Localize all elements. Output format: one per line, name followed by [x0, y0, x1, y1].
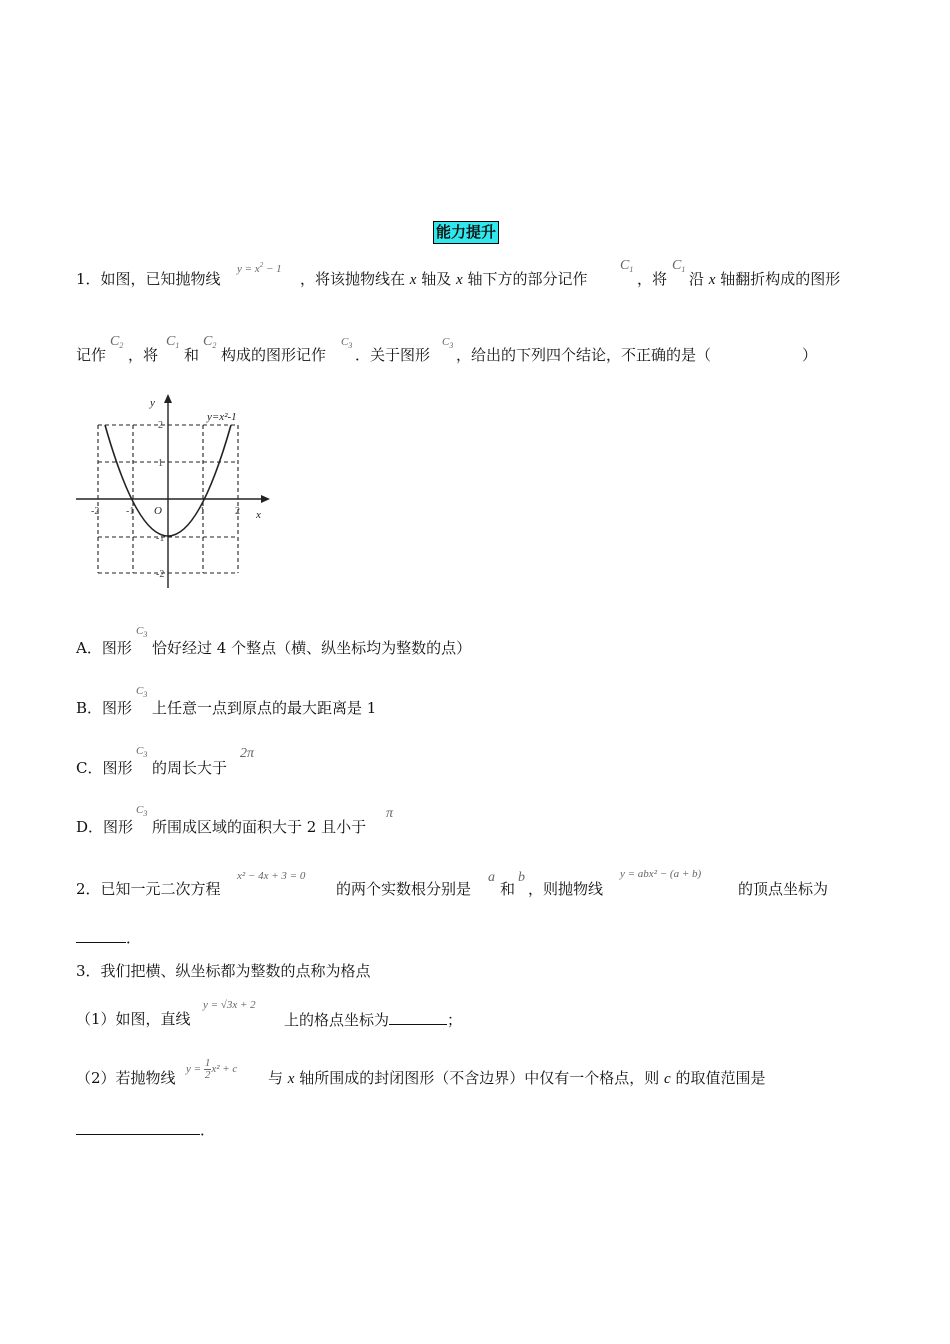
- q2-b: b: [518, 870, 525, 885]
- option-c-text: 的周长大于: [152, 759, 228, 777]
- tick-x-neg1: -1: [126, 506, 135, 517]
- q1-line1d: 沿 x 轴翻折构成的图形: [689, 270, 841, 288]
- option-d: D．图形: [76, 818, 134, 836]
- option-c-math: 2π: [240, 746, 255, 761]
- option-d-math: π: [386, 806, 394, 821]
- q1-c1-b: $C_1$: [672, 258, 686, 274]
- q1-line2f: ，给出的下列四个结论，不正确的是（: [456, 346, 712, 364]
- tick-x-2: 2: [235, 506, 240, 517]
- option-b: B．图形: [76, 699, 133, 717]
- tick-y-neg1: -1: [156, 533, 165, 544]
- q3-part2-blank[interactable]: [76, 1120, 200, 1135]
- q2-line1d: 的顶点坐标为: [738, 880, 829, 898]
- q1-c1-a: $C_1$: [620, 258, 634, 274]
- option-b-c3: $C_3$: [136, 685, 148, 699]
- q2-line1: 2．已知一元二次方程: [76, 880, 221, 898]
- q1-line1b: ，将该抛物线在 x 轴及 x 轴下方的部分记作: [300, 270, 588, 288]
- q1-line2e: ．关于图形: [355, 346, 431, 364]
- option-c-c3: $C_3$: [136, 745, 148, 759]
- tick-y-neg2: -2: [156, 569, 165, 580]
- q2-equation2: y = abx² − (a + b): [620, 868, 702, 880]
- q3-part2: （2）若抛物线: [76, 1069, 176, 1087]
- q1-c3-b: $C_3$: [442, 336, 454, 350]
- option-d-c3: $C_3$: [136, 804, 148, 818]
- q1-line2d: 构成的图形记作: [221, 346, 327, 364]
- q3-line1: 3．我们把横、纵坐标都为整数的点称为格点: [76, 962, 371, 980]
- q2-line1b: 的两个实数根分别是: [336, 880, 472, 898]
- option-b-text: 上任意一点到原点的最大距离是 1: [152, 699, 377, 717]
- q3-part2-post: 与 x 轴所围成的封闭图形（不含边界）中仅有一个格点，则 c 的取值范围是: [268, 1069, 766, 1087]
- q2-equation: x² − 4x + 3 = 0: [237, 870, 306, 882]
- q1-c3-a: $C_3$: [341, 336, 353, 350]
- origin-label: O: [154, 505, 162, 517]
- q1-line2a: 记作: [76, 346, 107, 364]
- q3-part2-eq: y = $\frac{1}{2}$ x² + c: [186, 1057, 238, 1081]
- q1-c2-a: $C_2$: [110, 334, 124, 350]
- q2-line2: ．: [76, 928, 141, 947]
- q3-part2-line2: ．: [76, 1120, 215, 1139]
- q1-c1-c: $C_1$: [166, 334, 180, 350]
- option-a-c3: $C_3$: [136, 625, 148, 639]
- q2-line1c: ，则抛物线: [528, 880, 604, 898]
- q1-line1: 1．如图，已知抛物线: [76, 270, 221, 288]
- q3-part1-eq: y = √3x + 2: [203, 999, 256, 1011]
- tick-x-neg2: -2: [91, 506, 100, 517]
- q2-and: 和: [500, 880, 516, 898]
- option-a-text: 恰好经过 4 个整点（横、纵坐标均为整数的点）: [152, 639, 472, 657]
- q1-line1c: ，将: [637, 270, 668, 288]
- option-c: C．图形: [76, 759, 133, 777]
- curve-label: y=x²-1: [207, 411, 237, 423]
- q3-part1-blank[interactable]: [389, 1010, 447, 1025]
- section-title: 能力提升: [433, 221, 499, 244]
- tick-y-2: 2: [158, 420, 163, 431]
- q1-line2g: ）: [802, 346, 818, 364]
- q1-line2b: ，将: [128, 346, 159, 364]
- y-axis-label: y: [150, 397, 155, 409]
- option-a: A．图形: [76, 639, 132, 657]
- q3-part1-post: 上的格点坐标为 ；: [284, 1011, 463, 1029]
- x-axis-label: x: [256, 509, 261, 521]
- q1-equation: $y = x^2 - 1$: [237, 261, 282, 275]
- tick-y-1: 1: [158, 458, 163, 469]
- q1-line2c: 和: [184, 346, 200, 364]
- q1-c2-b: $C_2$: [203, 334, 217, 350]
- parabola-graph: [70, 390, 280, 590]
- q2-a: a: [488, 870, 495, 885]
- tick-x-1: 1: [200, 506, 205, 517]
- option-d-text: 所围成区域的面积大于 2 且小于: [152, 818, 367, 836]
- q3-part1: （1）如图，直线: [76, 1010, 191, 1028]
- q2-answer-blank[interactable]: [76, 928, 126, 943]
